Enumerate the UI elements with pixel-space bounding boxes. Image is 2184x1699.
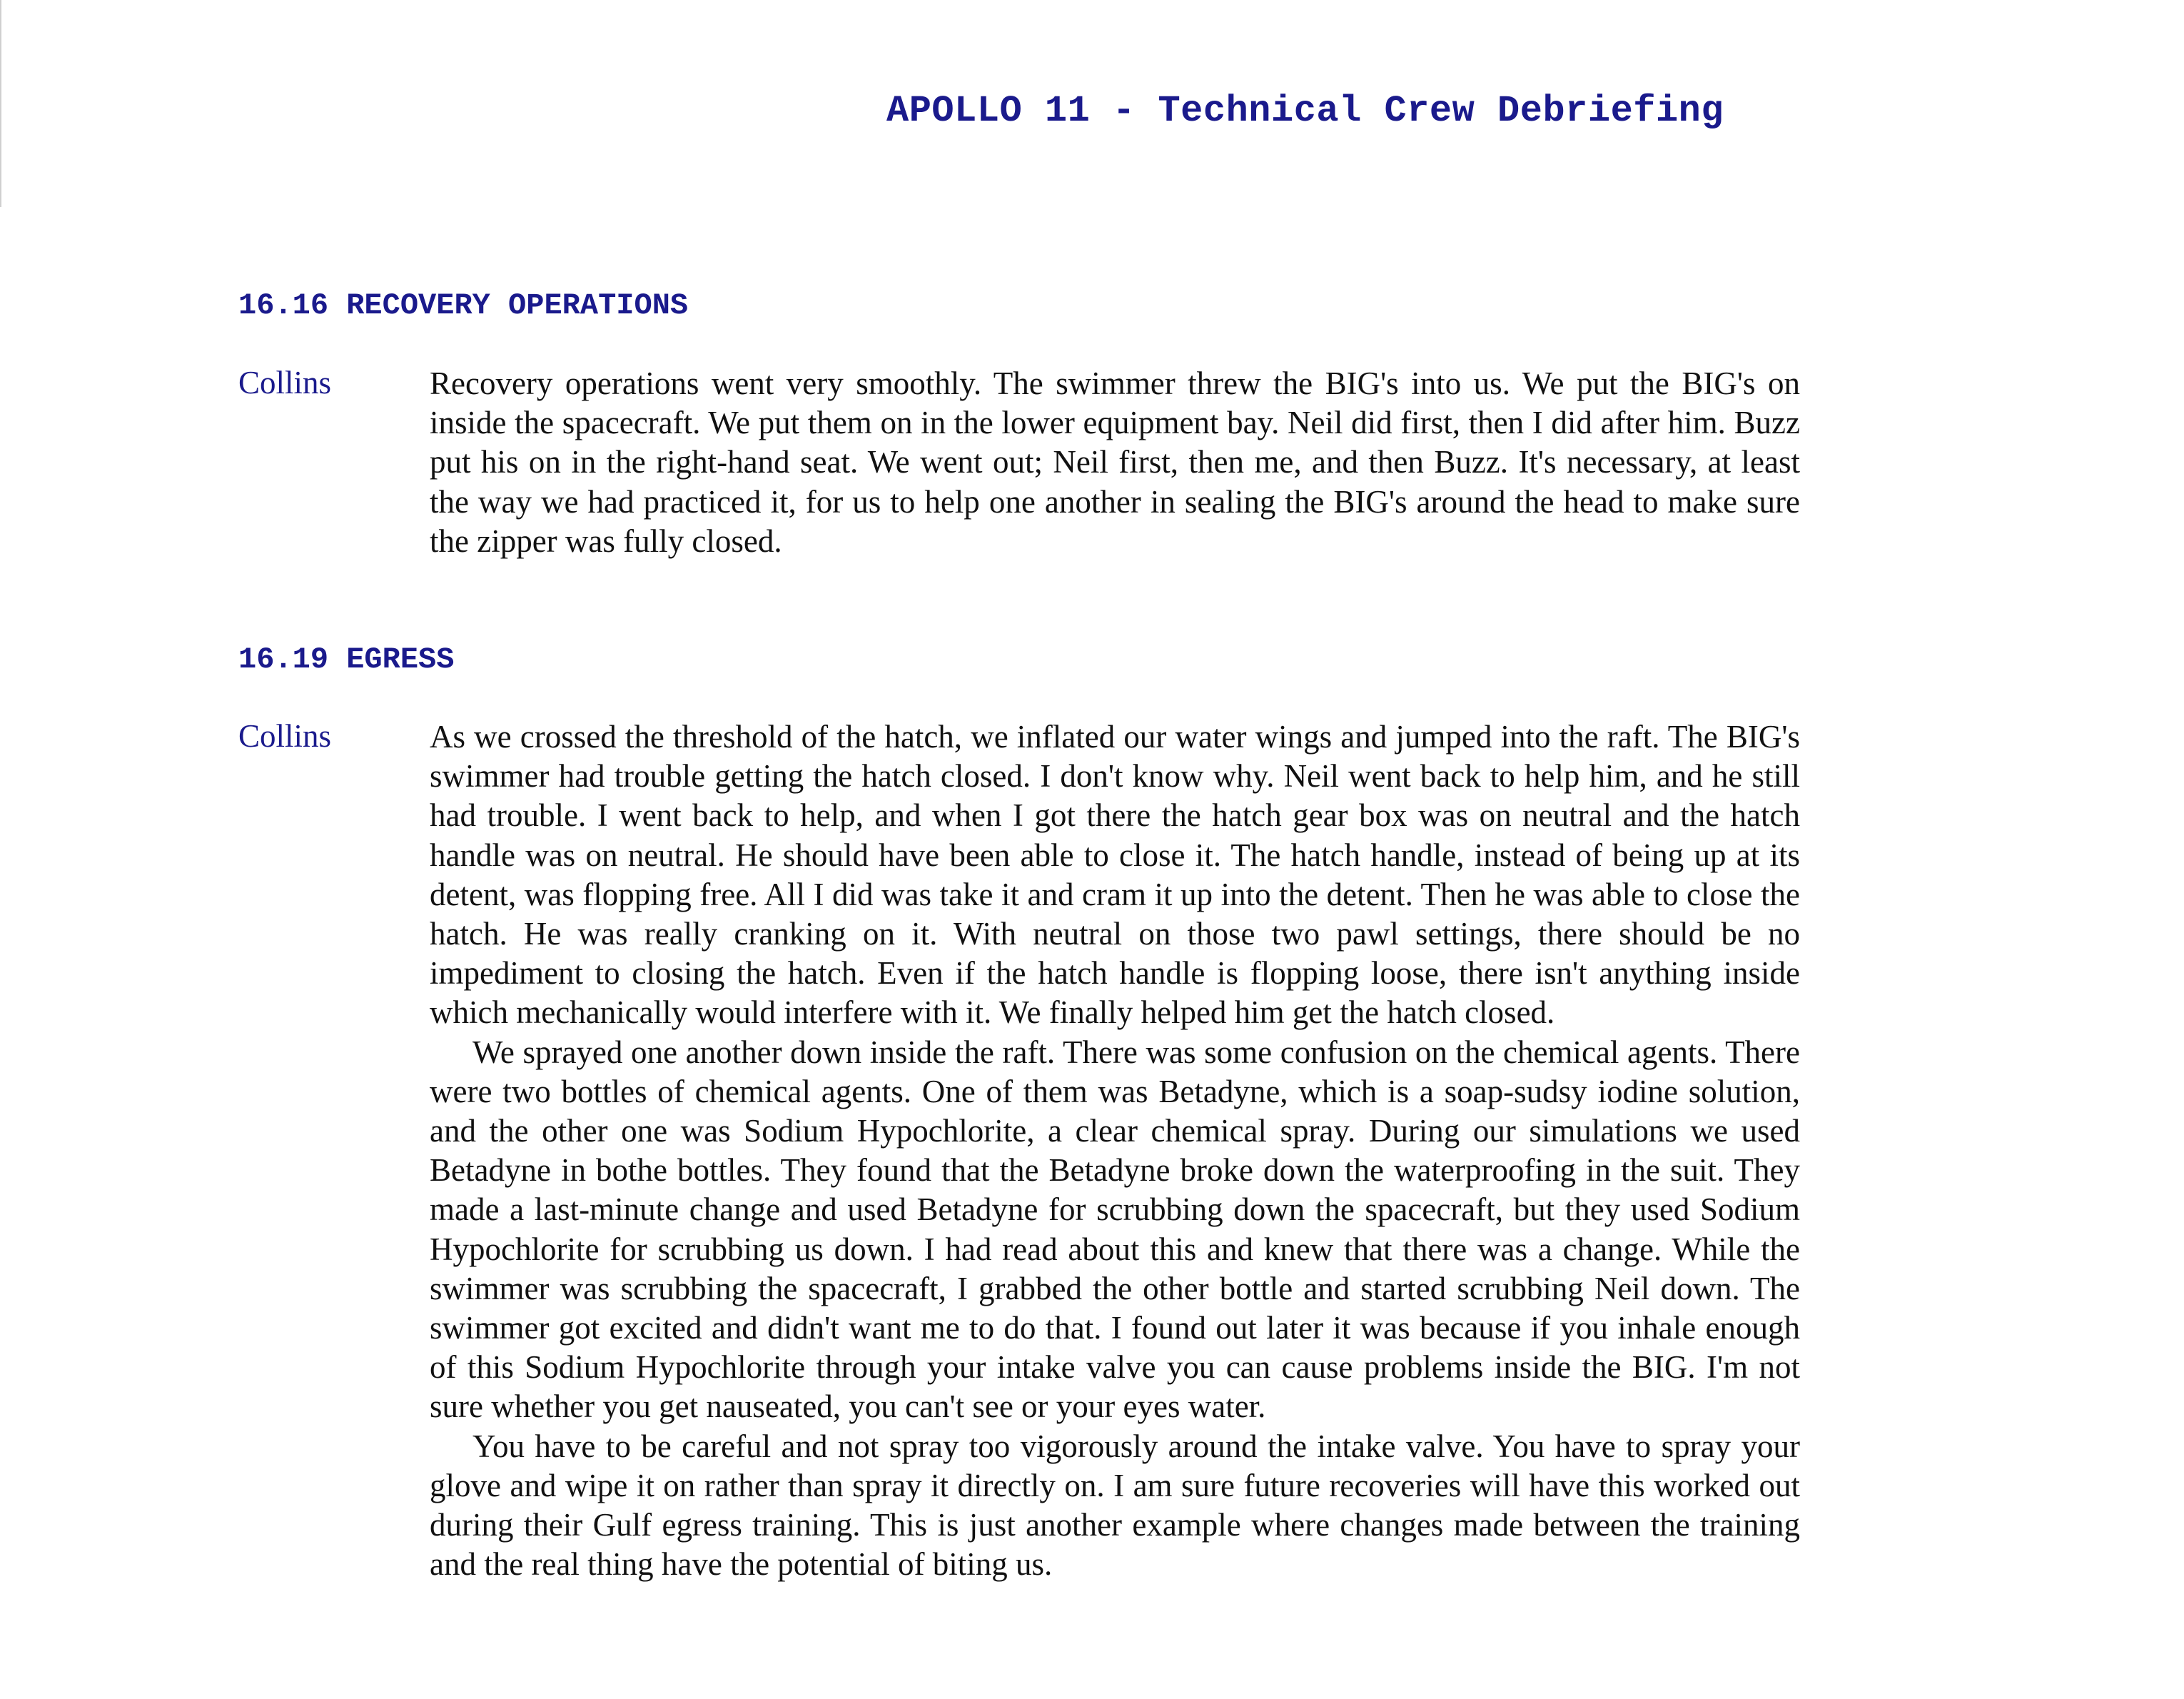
page-title: APOLLO 11 - Technical Crew Debriefing	[886, 90, 1724, 132]
scan-edge-mark	[0, 0, 1, 207]
section-body-recovery-operations	[430, 364, 1800, 561]
paragraph: We sprayed one another down inside the raft. There was some confusion on the chemical agents. There were two bottles of chemical agents. One of them was Betadyne, which is a soap-sudsy iodine solution, and the other one was Sodium Hypochlorite, a clear chemical spray. During our simulations we used Betadyne in bothe bottles. They found that the Betadyne broke down the waterproofing in the suit. They made a last-minute change and used Betadyne for scrubbing down the spacecraft, but they used Sodium Hypochlorite for scrubbing us down. I had read about this and knew that there was a change. While the swimmer was scrubbing the spacecraft, I grabbed the other bottle and started scrubbing Neil down. The swimmer got excited and didn't want me to do that. I found out later it was because if you inhale enough of this Sodium Hypochlorite through your intake valve you can cause problems inside the BIG. I'm not sure whether you get nauseated, you can't see or your eyes water.	[430, 1034, 1800, 1425]
paragraph: As we crossed the threshold of the hatch, we inflated our water wings and jumped into the raft. The BIG's swimmer had trouble getting the hatch closed. I don't know why. Neil went back to help him, and he still had trouble. I went back to help, and when I got there the hatch gear box was on neutral and the hatch handle was on neutral. He should have been able to close it. The hatch handle, instead of being up at its detent, was flopping free. All I did was take it and cram it up into the detent. Then he was able to close the hatch. He was really cranking on it. With neutral on those two pawl settings, there should be no impediment to closing the hatch. Even if the hatch handle is flopping loose, there isn't anything inside which mechanically would interfere with it. We finally helped him get the hatch closed.	[430, 719, 1800, 1031]
speaker-label: Collins	[238, 718, 332, 754]
speaker-label: Collins	[238, 365, 332, 400]
section-heading-recovery-operations: 16.16 RECOVERY OPERATIONS	[238, 288, 689, 323]
section-body-egress	[430, 717, 1800, 1584]
paragraph: You have to be careful and not spray too vigorously around the intake valve. You have to spray your glove and wipe it on rather than spray it directly on. I am sure future recoveries will have this worked out during their Gulf egress training. This is just another example where changes made between the training and the real thing have the potential of biting us.	[430, 1428, 1800, 1583]
paragraph: Recovery operations went very smoothly. The swimmer threw the BIG's into us. We put the BIG's on inside the spacecraft. We put them on in the lower equipment bay. Neil did first, then I did after him. Buzz put his on in the right-hand seat. We went out; Neil first, then me, and then Buzz. It's necessary, at least the way we had practiced it, for us to help one another in sealing the BIG's around the head to make sure the zipper was fully closed.	[430, 365, 1800, 559]
section-heading-egress: 16.19 EGRESS	[238, 642, 455, 677]
